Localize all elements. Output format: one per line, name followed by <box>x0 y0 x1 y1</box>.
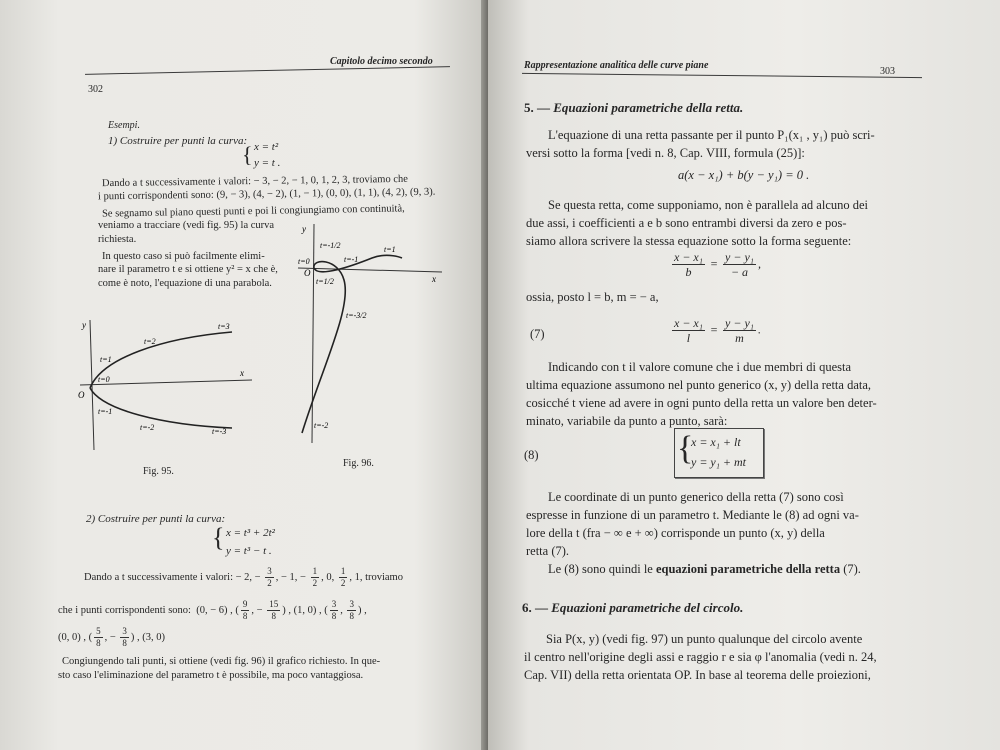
ex1-line8: come è noto, l'equazione di una parabola. <box>98 278 272 289</box>
sec5-heading-text: Equazioni parametriche della retta. <box>553 100 744 115</box>
eq8-brace: { <box>677 430 694 467</box>
fig96-label-tm1: t=-1 <box>344 255 359 264</box>
ex1-eq1: x = t² <box>254 141 279 153</box>
eq8-box <box>674 428 764 478</box>
fig96-label-tm-half: t=-1/2 <box>320 241 341 250</box>
ex1-eq2: y = t . <box>254 157 281 169</box>
p6-line2: il centro nell'origine degli assi e raggio r e sia φ l'anomalia (vedi n. 24, <box>524 650 877 664</box>
frac2-eq: $\frac{\text{x − x₁}}{l}$ = $\frac{\text{y − y₁}}{m}$ . <box>674 316 761 345</box>
fig95-label-t2: t=2 <box>144 337 156 346</box>
fig96-caption: Fig. 96. <box>343 458 374 469</box>
right-page-number: 303 <box>880 66 895 77</box>
p6-line3: Cap. VII) della retta orientata OP. In base al teorema delle proiezioni, <box>524 668 871 682</box>
fig95-label-t1: t=1 <box>100 355 112 364</box>
left-header-rule <box>85 66 450 75</box>
p5-line <box>548 560 861 578</box>
frac2-num-b: y − y₁ <box>725 316 754 330</box>
right-page <box>488 0 1000 750</box>
frac1-num-a: x − x₁ <box>674 250 703 264</box>
right-header-title: Rappresentazione analitica delle curve piane <box>524 60 709 71</box>
fig95-caption: Fig. 95. <box>143 466 174 477</box>
ex2-points-line1: che i punti corrispondenti sono: (0, − 6) , ( $\frac{9}{8}$ , − $\frac{15}{8}$ ) , (1, 0) , ( $\frac{3}{8}$ , $\frac{3}{8}$ ) , <box>58 599 367 622</box>
p3-line3: cosicché t viene ad avere in ogni punto della retta un valore ben deter- <box>526 396 877 410</box>
fig96-label-origin: O <box>304 268 311 278</box>
ex1-title: 1) Costruire per punti la curva: <box>108 135 248 147</box>
fig96-curve <box>292 218 452 453</box>
p1-line1: L'equazione di una retta passante per il punto P₁(x₁ , y₁) può scri- <box>548 128 875 142</box>
ex2-values-line: Dando a t successivamente i valori: − 2, − $\frac{3}{2}$ , − 1, − $\frac{1}{2}$ , 0, $\frac{1}{2}$ , 1, troviamo <box>84 566 403 589</box>
fig95-label-t0: t=0 <box>98 375 110 384</box>
ex2-points-prefix: che i punti corrispondenti sono: <box>58 605 191 616</box>
left-header-title: Capitolo decimo secondo <box>330 56 433 67</box>
eq8-label: (8) <box>524 448 539 462</box>
right-header-rule <box>522 73 922 78</box>
sec6-heading <box>522 600 743 616</box>
fig95-label-origin: O <box>78 390 85 400</box>
p4-line4: retta (7). <box>526 544 570 558</box>
p4-line3: lore della t (fra − ∞ e + ∞) corrisponde un punto (x, y) della <box>526 526 825 540</box>
p3-line2: ultima equazione assumono nel punto generico (x, y) della retta data, <box>526 378 872 392</box>
left-page-number: 302 <box>88 84 103 95</box>
examples-label: Esempi. <box>108 120 140 131</box>
fig96-label-x: x <box>432 274 436 284</box>
eq-general-line: a(x − x₁) + b(y − y₁) = 0 . <box>678 168 810 182</box>
fig95-label-tm3: t=-3 <box>212 427 227 436</box>
eq7-label: (7) <box>530 327 545 341</box>
ex2-eq1: x = t³ + 2t² <box>226 527 275 539</box>
sec5-heading <box>524 100 743 116</box>
ex1-line2: i punti corrispondenti sono: (9, − 3), (4, − 2), (1, − 1), (0, 0), (1, 1), (4, 2), (9, 3). <box>97 186 436 203</box>
ex1-line6: In questo caso si può facilmente elimi- <box>102 251 265 262</box>
fig96-label-t0: t=0 <box>298 257 310 266</box>
fig96-label-t-half: t=1/2 <box>316 277 334 286</box>
p5-suffix: (7). <box>843 562 861 576</box>
sec5-heading-num: 5. — <box>524 100 550 115</box>
fig95-label-y: y <box>82 320 86 330</box>
fig95-label-tm1: t=-1 <box>98 407 113 416</box>
frac1-den-a: b <box>685 265 692 279</box>
ex1-brace: { <box>242 142 253 167</box>
fig96-label-t1: t=1 <box>384 245 396 254</box>
p6-line1: Sia P(x, y) (vedi fig. 97) un punto qualunque del circolo avente <box>546 632 863 646</box>
p3-line4: minato, variabile da punto a punto, sarà: <box>526 414 728 428</box>
sec6-heading-text: Equazioni parametriche del circolo. <box>551 600 744 615</box>
ex1-line1: Dando a t successivamente i valori: − 3, − 2, − 1, 0, 1, 2, 3, troviamo che <box>101 173 408 190</box>
p3-line1: Indicando con t il valore comune che i due membri di questa <box>548 360 852 374</box>
ex2-values-suffix: , 1, troviamo <box>349 572 403 583</box>
p5-prefix: Le (8) sono quindi le <box>548 562 653 576</box>
eq8-line2: y = y₁ + mt <box>691 455 747 469</box>
frac1-eq: $\frac{\text{x − x₁}}{b}$ = $\frac{\text{y − y₁}}{- a}$ , <box>674 250 761 279</box>
fig96-label-tm3half: t=-3/2 <box>346 311 367 320</box>
fig95-label-tm2: t=-2 <box>140 423 155 432</box>
frac1-den-b: − a <box>730 265 749 279</box>
frac1-num-b: y − y₁ <box>725 250 754 264</box>
fig95-label-x: x <box>240 368 244 378</box>
frac2-den-b: m <box>735 331 744 345</box>
ex2-eq2: y = t³ − t . <box>226 545 272 557</box>
eq8-line1: x = x₁ + lt <box>691 435 741 449</box>
fig96-label-y: y <box>302 224 306 234</box>
fig95-parabola <box>72 310 272 460</box>
fig96-y-axis <box>312 224 314 443</box>
p1-line2: versi sotto la forma [vedi n. 8, Cap. VIII, formula (25)]: <box>526 146 805 160</box>
fig96-label-tm2: t=-2 <box>314 421 329 430</box>
ex1-line3: Se segnamo sul piano questi punti e poi li congiungiamo con continuità, <box>101 203 405 220</box>
frac-1-2-neg: $\frac{1}{2}$ <box>312 566 318 589</box>
frac-1-2: $\frac{1}{2}$ <box>340 566 346 589</box>
p2-line3: siamo allora scrivere la stessa equazione sotto la forma seguente: <box>526 234 852 248</box>
ex1-line4: veniamo a tracciare (vedi fig. 95) la curva <box>98 220 275 231</box>
fig95-label-t3: t=3 <box>218 322 230 331</box>
frac2-den-a: l <box>686 331 691 345</box>
ex2-line-b: sto caso l'eliminazione del parametro t è possibile, ma poco vantaggiosa. <box>58 670 364 681</box>
sec6-heading-num: 6. — <box>522 600 548 615</box>
p4-line2: espresse in funzione di un parametro t. Mediante le (8) ad ogni va- <box>526 508 859 522</box>
ex1-line7: nare il parametro t e si ottiene y² = x che è, <box>98 264 278 275</box>
p5-bold: equazioni parametriche della retta <box>655 562 841 576</box>
p2-line1: Se questa retta, come supponiamo, non è parallela ad alcuno dei <box>548 198 869 212</box>
ex2-points-line2: (0, 0) , ( $\frac{5}{8}$ , − $\frac{3}{8}$ ) , (3, 0) <box>58 626 166 649</box>
ex2-line-a: Congiungendo tali punti, si ottiene (vedi fig. 96) il grafico richiesto. In que- <box>62 656 381 667</box>
p4-line1: Le coordinate di un punto generico della retta (7) sono così <box>548 490 844 504</box>
frac-3-2: $\frac{3}{2}$ <box>267 566 272 589</box>
frac2-num-a: x − x₁ <box>674 316 703 330</box>
ex2-brace: { <box>212 523 225 552</box>
p2-line2: due assi, i coefficienti a e b sono entrambi diversi da zero e pos- <box>526 216 847 230</box>
ossia-line: ossia, posto l = b, m = − a, <box>526 290 659 304</box>
ex1-line5: richiesta. <box>98 234 137 245</box>
left-page <box>0 0 488 750</box>
ex2-values-prefix: Dando a t successivamente i valori: − 2, − <box>84 572 261 583</box>
ex2-title: 2) Costruire per punti la curva: <box>86 513 226 525</box>
